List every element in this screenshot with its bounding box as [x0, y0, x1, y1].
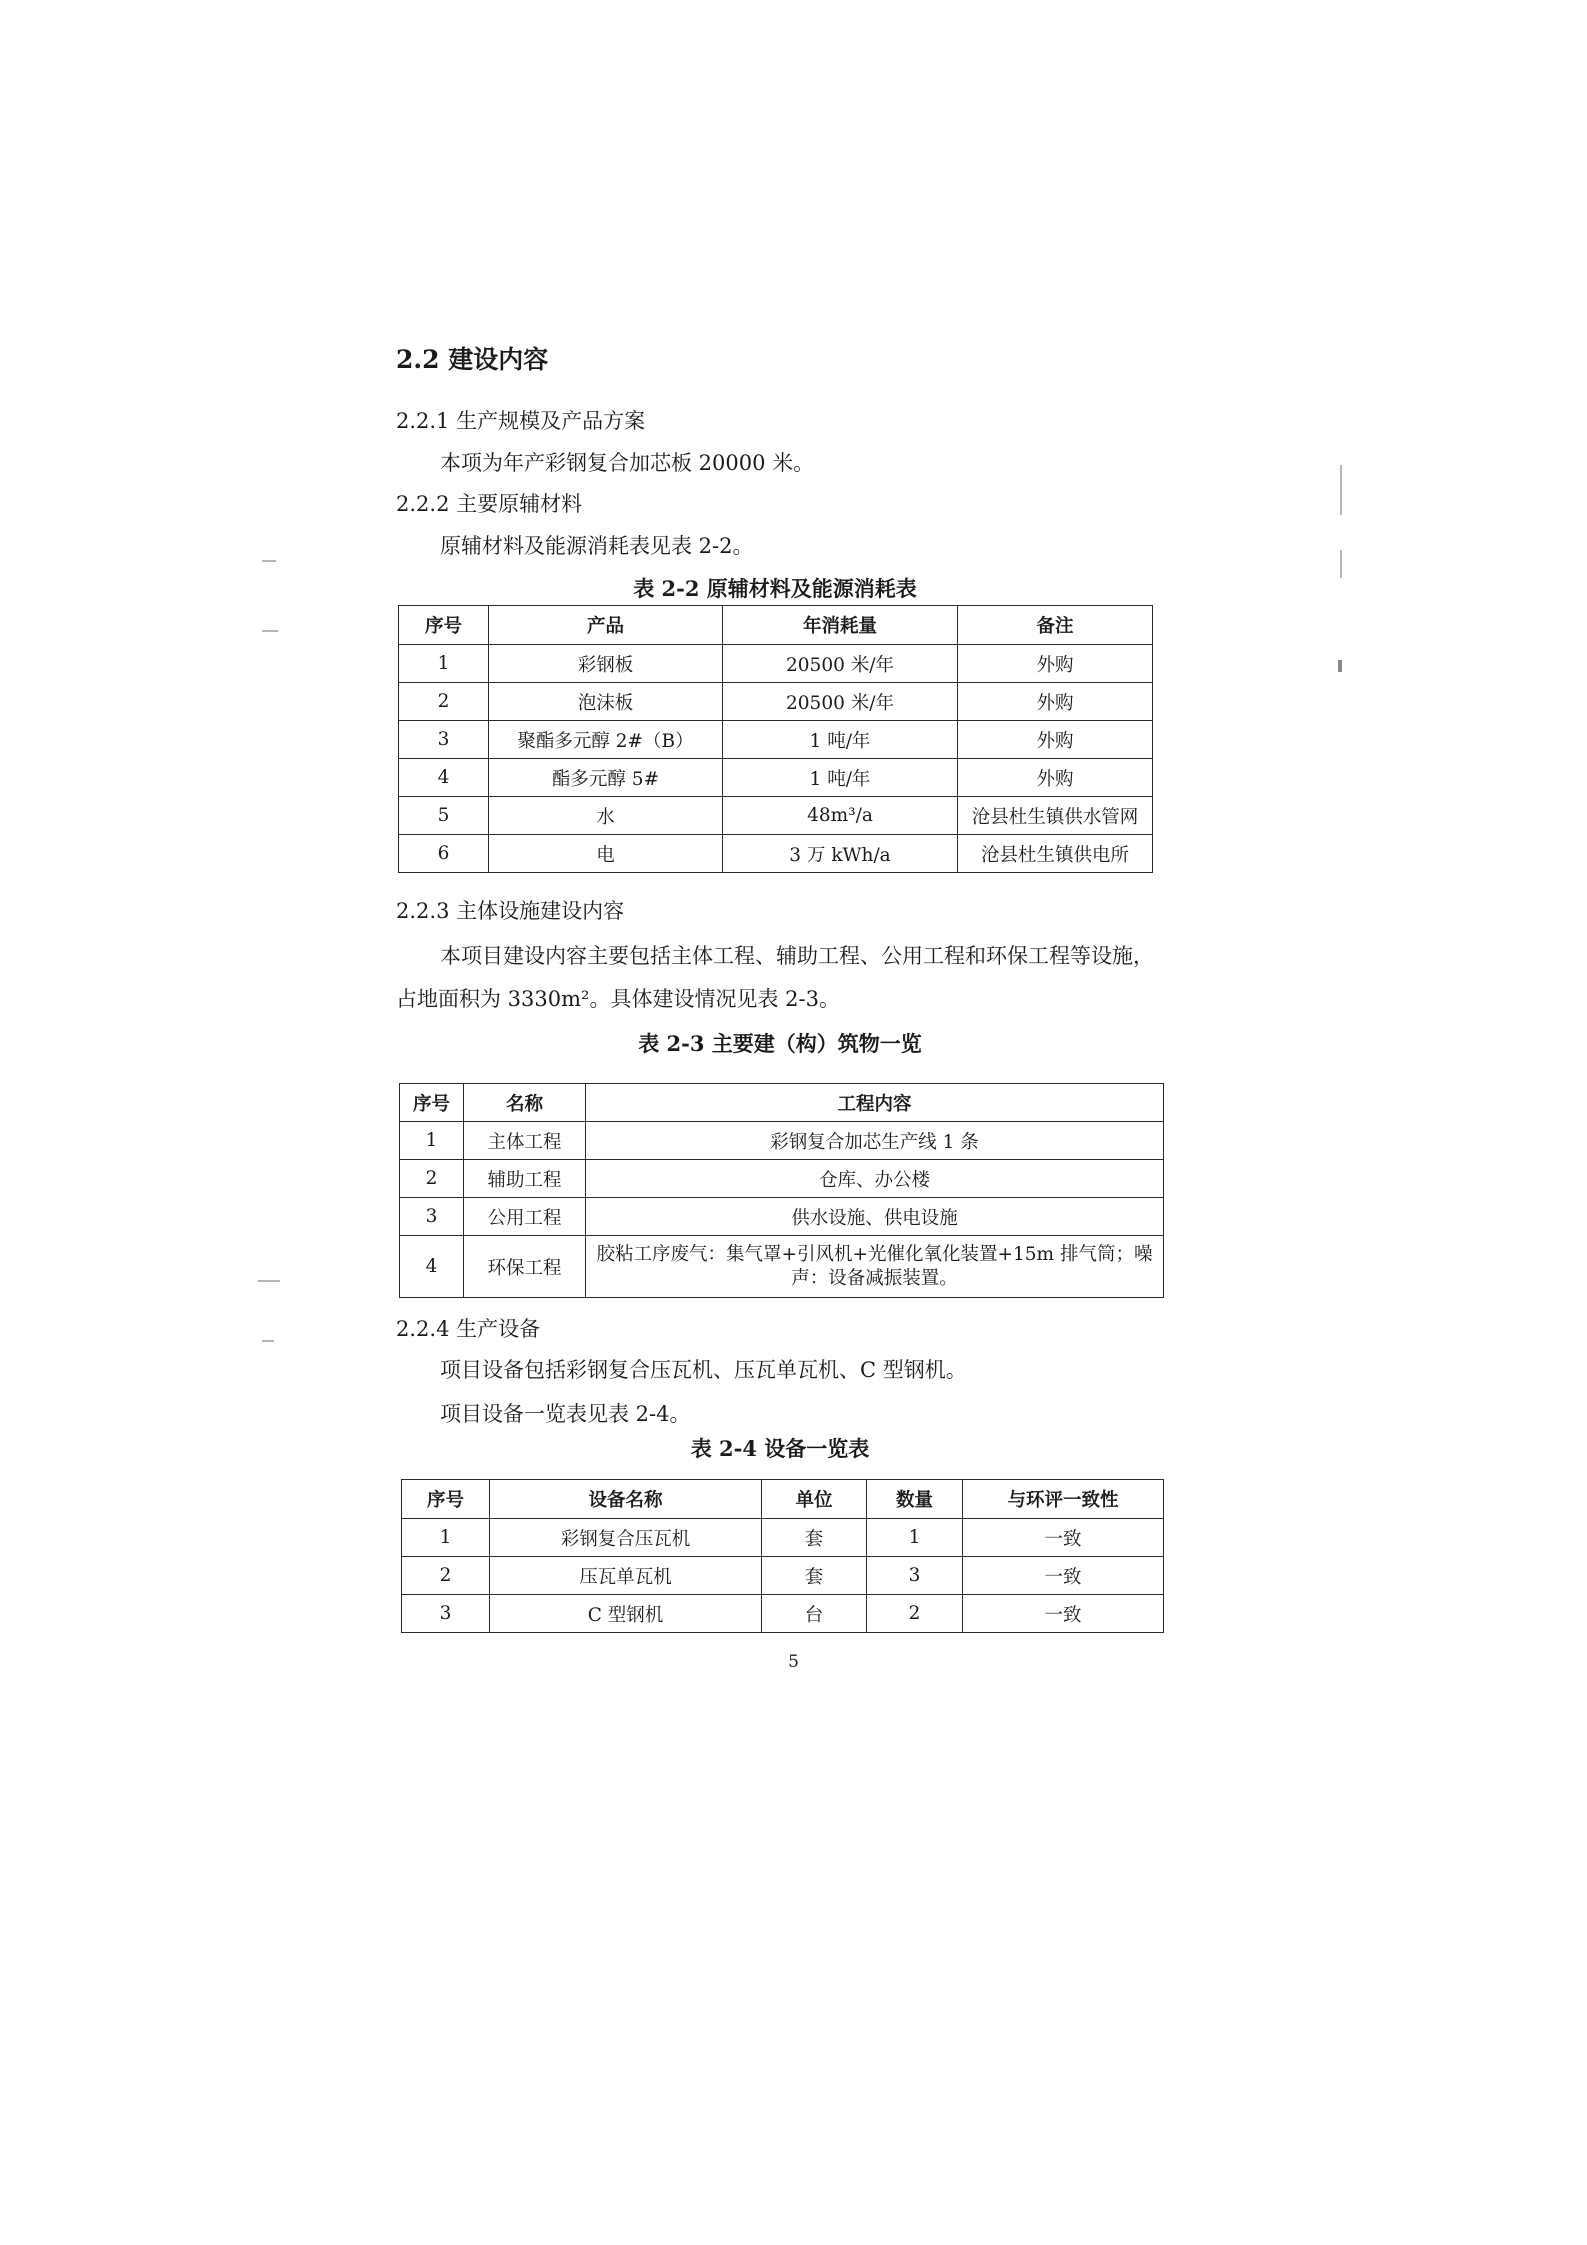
table-row — [400, 1160, 1164, 1198]
table-row — [402, 1557, 1164, 1595]
table-row — [399, 797, 1153, 835]
header-cell: 单位 — [762, 1480, 867, 1519]
header-cell: 序号 — [402, 1480, 490, 1519]
table-2-4-caption: 表 2-4 设备一览表 — [690, 1436, 870, 1461]
page-number: 5 — [788, 1652, 799, 1672]
table-cell: 3 万 kWh/a — [723, 835, 958, 873]
table-cell: C 型钢机 — [490, 1595, 762, 1633]
header-cell: 产品 — [489, 606, 723, 645]
table-cell: 1 — [867, 1519, 963, 1557]
table-row — [400, 1198, 1164, 1236]
table-cell: 聚酯多元醇 2#（B） — [489, 721, 723, 759]
table-cell: 1 — [400, 1122, 464, 1160]
table-cell: 仓库、办公楼 — [586, 1160, 1164, 1198]
table-cell: 2 — [399, 683, 489, 721]
table-cell: 辅助工程 — [464, 1160, 586, 1198]
table-cell: 公用工程 — [464, 1198, 586, 1236]
table-row — [400, 1236, 1164, 1298]
table-cell: 1 — [402, 1519, 490, 1557]
header-cell: 与环评一致性 — [963, 1480, 1164, 1519]
table-cell: 6 — [399, 835, 489, 873]
buildings-table — [399, 1083, 1164, 1298]
header-cell: 序号 — [400, 1084, 464, 1122]
scan-mark — [258, 1280, 280, 1282]
paragraph-construction-line2: 占地面积为 3330m²。具体建设情况见表 2-3。 — [396, 987, 840, 1011]
table-cell: 压瓦单瓦机 — [490, 1557, 762, 1595]
table-row — [399, 683, 1153, 721]
table-cell: 套 — [762, 1519, 867, 1557]
table-cell: 3 — [867, 1557, 963, 1595]
table-row — [400, 1122, 1164, 1160]
table-cell: 彩钢板 — [489, 645, 723, 683]
heading-2-2-4: 2.2.4 生产设备 — [396, 1317, 541, 1341]
table-cell: 1 吨/年 — [723, 759, 958, 797]
table-row — [402, 1519, 1164, 1557]
table-cell: 沧县杜生镇供水管网 — [958, 797, 1153, 835]
table-cell: 2 — [867, 1595, 963, 1633]
scan-mark — [262, 1340, 274, 1342]
table-cell: 供水设施、供电设施 — [586, 1198, 1164, 1236]
table-cell: 一致 — [963, 1519, 1164, 1557]
table-cell: 2 — [400, 1160, 464, 1198]
section-title: 2.2 建设内容 — [396, 345, 549, 374]
table-cell: 套 — [762, 1557, 867, 1595]
scan-mark — [262, 560, 276, 562]
heading-2-2-3: 2.2.3 主体设施建设内容 — [396, 899, 625, 923]
table-row — [399, 721, 1153, 759]
table-cell: 沧县杜生镇供电所 — [958, 835, 1153, 873]
paragraph-equipment-line2: 项目设备一览表见表 2-4。 — [440, 1402, 691, 1426]
table-cell: 一致 — [963, 1595, 1164, 1633]
paragraph-materials-ref: 原辅材料及能源消耗表见表 2-2。 — [440, 534, 754, 558]
table-cell: 一致 — [963, 1557, 1164, 1595]
table-cell: 电 — [489, 835, 723, 873]
table-2-3-caption: 表 2-3 主要建（构）筑物一览 — [638, 1031, 922, 1056]
table-cell: 外购 — [958, 683, 1153, 721]
header-cell: 序号 — [399, 606, 489, 645]
table-cell: 外购 — [958, 721, 1153, 759]
header-cell: 工程内容 — [586, 1084, 1164, 1122]
table-cell: 3 — [402, 1595, 490, 1633]
materials-table — [398, 605, 1153, 873]
table-cell: 酯多元醇 5# — [489, 759, 723, 797]
paragraph-construction-line1: 本项目建设内容主要包括主体工程、辅助工程、公用工程和环保工程等设施， — [440, 944, 1154, 968]
table-row — [399, 645, 1153, 683]
table-cell: 4 — [400, 1236, 464, 1298]
table-cell: 1 — [399, 645, 489, 683]
table-row — [399, 835, 1153, 873]
table-cell: 20500 米/年 — [723, 645, 958, 683]
table-cell: 3 — [400, 1198, 464, 1236]
header-cell: 设备名称 — [490, 1480, 762, 1519]
header-cell: 名称 — [464, 1084, 586, 1122]
scan-mark — [1340, 550, 1342, 578]
table-2-2-caption: 表 2-2 原辅材料及能源消耗表 — [633, 576, 917, 601]
table-cell: 泡沫板 — [489, 683, 723, 721]
table-cell: 水 — [489, 797, 723, 835]
table-row — [399, 759, 1153, 797]
heading-2-2-2: 2.2.2 主要原辅材料 — [396, 492, 583, 516]
scan-mark — [1340, 465, 1342, 515]
equipment-table — [401, 1479, 1164, 1633]
table-cell: 3 — [399, 721, 489, 759]
table-header-row — [402, 1480, 1164, 1519]
table-header-row — [399, 606, 1153, 645]
table-cell: 1 吨/年 — [723, 721, 958, 759]
scan-mark — [1338, 660, 1342, 672]
table-header-row — [400, 1084, 1164, 1122]
table-cell: 台 — [762, 1595, 867, 1633]
table-cell: 外购 — [958, 759, 1153, 797]
scan-mark — [262, 630, 278, 632]
header-cell: 备注 — [958, 606, 1153, 645]
table-cell: 4 — [399, 759, 489, 797]
table-cell: 20500 米/年 — [723, 683, 958, 721]
table-cell: 胶粘工序废气：集气罩+引风机+光催化氧化装置+15m 排气筒；噪声：设备减振装置。 — [586, 1236, 1164, 1298]
table-cell: 48m³/a — [723, 797, 958, 835]
table-cell: 环保工程 — [464, 1236, 586, 1298]
paragraph-equipment-line1: 项目设备包括彩钢复合压瓦机、压瓦单瓦机、C 型钢机。 — [440, 1358, 967, 1382]
table-cell: 外购 — [958, 645, 1153, 683]
header-cell: 年消耗量 — [723, 606, 958, 645]
table-cell: 彩钢复合压瓦机 — [490, 1519, 762, 1557]
table-row — [402, 1595, 1164, 1633]
table-cell: 彩钢复合加芯生产线 1 条 — [586, 1122, 1164, 1160]
table-cell: 主体工程 — [464, 1122, 586, 1160]
heading-2-2-1: 2.2.1 生产规模及产品方案 — [396, 409, 646, 433]
table-cell: 5 — [399, 797, 489, 835]
table-cell: 2 — [402, 1557, 490, 1595]
header-cell: 数量 — [867, 1480, 963, 1519]
paragraph-production-scale: 本项为年产彩钢复合加芯板 20000 米。 — [440, 451, 815, 475]
